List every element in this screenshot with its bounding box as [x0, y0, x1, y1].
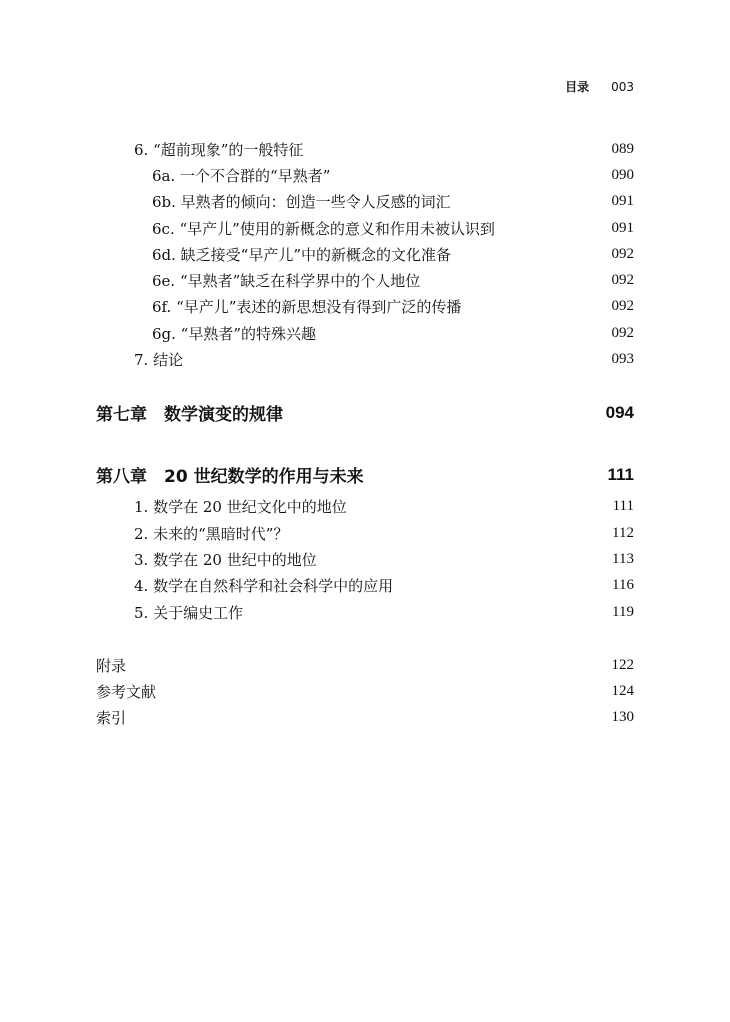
- toc-entry-label: 6. “超前现象”的一般特征: [134, 140, 304, 159]
- toc-entry-page: 089: [611, 140, 634, 157]
- spacer: [96, 428, 634, 460]
- toc-entry-section-6c[interactable]: [96, 215, 634, 241]
- toc-entry-label: 7. 结论: [134, 351, 184, 370]
- toc-entry-page: 091: [611, 219, 634, 236]
- toc-entry-page: 092: [611, 298, 634, 315]
- toc-entry-section-6g[interactable]: [96, 320, 634, 346]
- toc-entry-section-7[interactable]: [96, 346, 634, 372]
- toc-entry-label: 索引: [96, 709, 127, 728]
- toc-entry-label: 6f. “早产儿”表述的新思想没有得到广泛的传播: [152, 298, 462, 317]
- toc-entry-page: 130: [611, 709, 634, 726]
- spacer: [96, 373, 634, 398]
- toc-chapter-label: 第八章 20 世纪数学的作用与未来: [96, 467, 364, 488]
- header-section-title: 目录: [565, 80, 590, 94]
- table-of-contents: [96, 136, 634, 731]
- toc-entry-index[interactable]: [96, 705, 634, 731]
- toc-entry-label: 6e. “早熟者”缺乏在科学界中的个人地位: [152, 272, 421, 291]
- toc-entry-page: 093: [611, 351, 634, 368]
- toc-entry-page: 092: [611, 245, 634, 262]
- toc-entry-label: 3. 数学在 20 世纪中的地位: [134, 550, 317, 569]
- toc-entry-label: 6d. 缺乏接受“早产儿”中的新概念的文化准备: [152, 245, 452, 264]
- toc-entry-section-6a[interactable]: [96, 162, 634, 188]
- toc-entry-page: 122: [611, 656, 634, 673]
- toc-chapter-label: 第七章 数学演变的规律: [96, 405, 283, 426]
- toc-entry-ch8-section-3[interactable]: [96, 546, 634, 572]
- header-page-number: 003: [611, 80, 634, 94]
- running-header: [565, 78, 634, 95]
- toc-entry-section-6f[interactable]: [96, 294, 634, 320]
- toc-entry-page: 119: [612, 603, 634, 620]
- toc-entry-section-6b[interactable]: [96, 189, 634, 215]
- toc-entry-label: 6g. “早熟者”的特殊兴趣: [152, 324, 317, 343]
- toc-entry-label: 6a. 一个不合群的“早熟者”: [152, 166, 331, 185]
- toc-chapter-8[interactable]: [96, 460, 634, 490]
- toc-entry-label: 5. 关于编史工作: [134, 603, 244, 622]
- toc-entry-page: 092: [611, 324, 634, 341]
- spacer: [96, 625, 634, 652]
- toc-entry-page: 112: [612, 524, 634, 541]
- toc-entry-label: 6b. 早熟者的倾向：创造一些令人反感的词汇: [152, 193, 451, 212]
- toc-entry-page: 116: [612, 577, 634, 594]
- toc-entry-label: 1. 数学在 20 世纪文化中的地位: [134, 498, 347, 517]
- toc-entry-label: 4. 数学在自然科学和社会科学中的应用: [134, 577, 394, 596]
- toc-entry-label: 2. 未来的“黑暗时代”？: [134, 524, 289, 543]
- toc-entry-label: 参考文献: [96, 683, 157, 702]
- toc-entry-section-6[interactable]: [96, 136, 634, 162]
- toc-entry-ch8-section-2[interactable]: [96, 520, 634, 546]
- toc-entry-page: 091: [611, 193, 634, 210]
- toc-entry-section-6d[interactable]: [96, 241, 634, 267]
- toc-entry-page: 092: [611, 272, 634, 289]
- toc-entry-section-6e[interactable]: [96, 267, 634, 293]
- toc-chapter-page: 111: [607, 464, 634, 484]
- toc-entry-appendix[interactable]: [96, 652, 634, 678]
- toc-entry-page: 113: [612, 550, 634, 567]
- toc-entry-page: 090: [611, 166, 634, 183]
- toc-entry-ch8-section-5[interactable]: [96, 599, 634, 625]
- toc-chapter-7[interactable]: [96, 398, 634, 428]
- toc-entry-page: 111: [612, 498, 634, 515]
- toc-entry-references[interactable]: [96, 678, 634, 704]
- toc-entry-ch8-section-1[interactable]: [96, 494, 634, 520]
- toc-entry-label: 附录: [96, 656, 127, 675]
- toc-entry-label: 6c. “早产儿”使用的新概念的意义和作用未被认识到: [152, 219, 495, 238]
- toc-chapter-page: 094: [605, 402, 634, 422]
- toc-entry-ch8-section-4[interactable]: [96, 573, 634, 599]
- toc-entry-page: 124: [611, 683, 634, 700]
